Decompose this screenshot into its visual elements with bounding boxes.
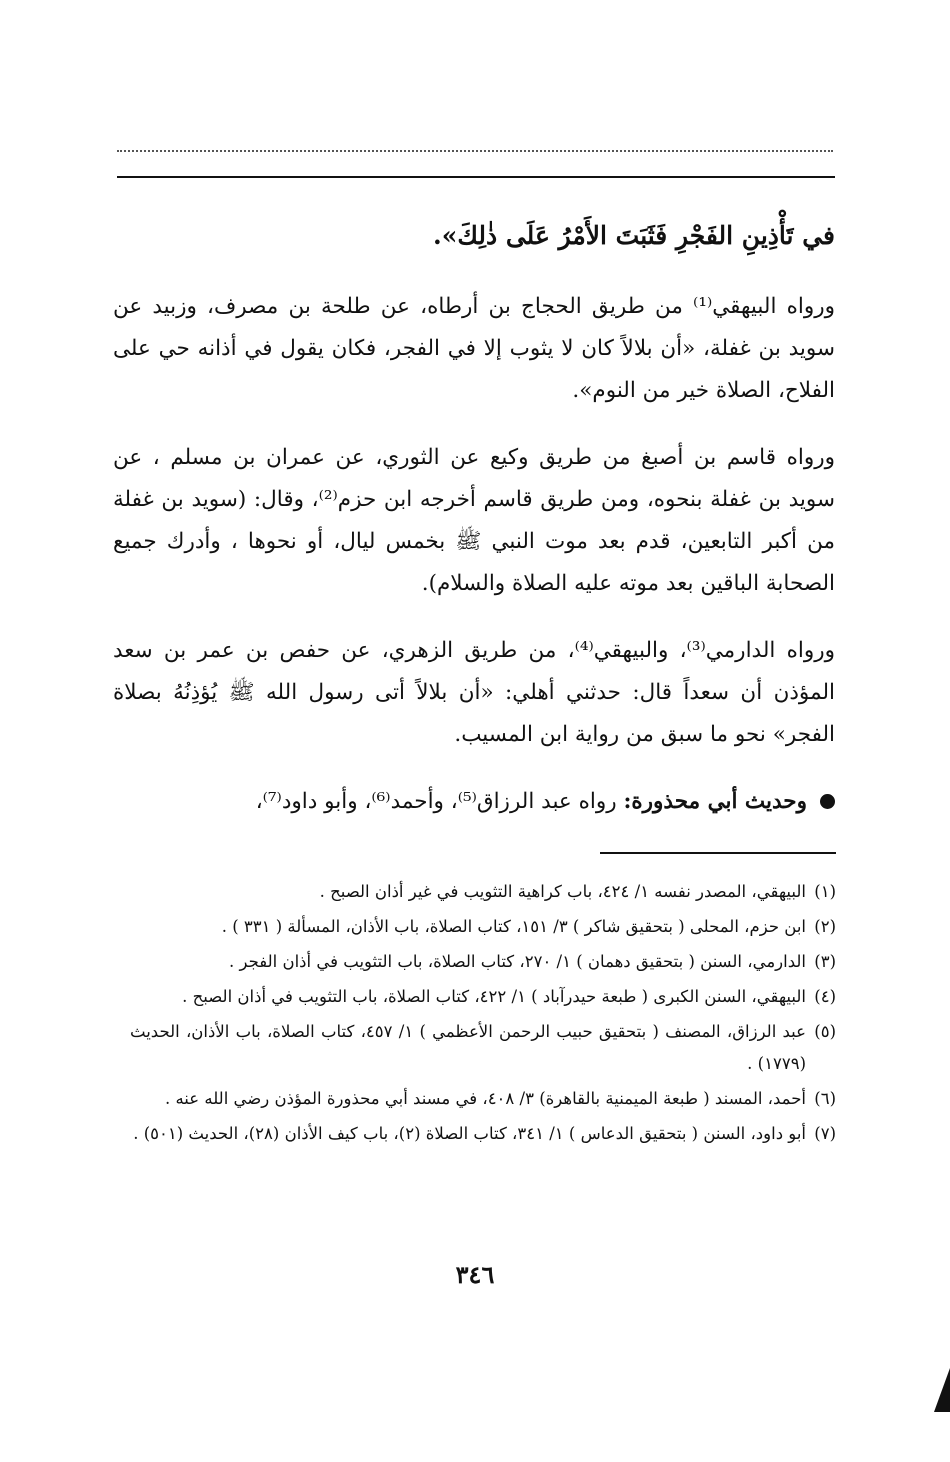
header-rule: [117, 176, 835, 178]
footnote-number: (٣): [814, 952, 836, 971]
footnote-7: [130, 1118, 836, 1150]
footnote-2: [130, 911, 836, 943]
footnote-number: (٤): [814, 987, 836, 1006]
bullet-text: رواه عبد الرزاق⁽⁵⁾، وأحمد⁽⁶⁾، وأبو داود⁽⁷⁾،: [255, 789, 624, 814]
footnote-6: [130, 1083, 836, 1115]
bullet-paragraph: [113, 781, 835, 823]
footnote-text: عبد الرزاق، المصنف ( بتحقيق حبيب الرحمن الأعظمي ) ١/ ٤٥٧، كتاب الصلاة، باب الأذان، الحديث (١٧٧٩) .: [130, 1022, 807, 1073]
footnote-rule: [600, 852, 836, 854]
footnote-5: [130, 1016, 836, 1080]
footnote-text: الدارمي، السنن ( بتحقيق دهمان ) ١/ ٢٧٠، كتاب الصلاة، باب التثويب في أذان الفجر .: [229, 952, 806, 971]
paragraph-qasim: ورواه قاسم بن أصبغ من طريق وكيع عن الثوري، عن عمران بن مسلم ، عن سويد بن غفلة بنحوه، ومن طريق قاسم أخرجه ابن حزم⁽²⁾، وقال: (سويد بن غفلة من أكبر التابعين، قدم بعد موت النبي ﷺ بخمس ليال، أو نحوها ، وأدرك جميع الصحابة الباقين بعد موته عليه الصلاة والسلام).: [113, 445, 836, 596]
footnote-1: [130, 876, 836, 908]
paragraph-darimi: ورواه الدارمي⁽³⁾، والبيهقي⁽⁴⁾، من طريق الزهري، عن حفص بن عمر بن سعد المؤذن أن سعداً قال: حدثني أهلي: «أن بلالاً أتى رسول الله ﷺ يُؤذِنُهُ بصلاة الفجر» نحو ما سبق من رواية ابن المسيب.: [113, 638, 835, 747]
bullet-title: وحديث أبي محذورة:: [623, 789, 807, 814]
scan-corner-mark: [934, 1368, 950, 1412]
footnote-number: (٢): [814, 917, 836, 936]
footnote-4: [130, 981, 836, 1013]
footnote-text: البيهقي، المصدر نفسه ١/ ٤٢٤، باب كراهية التثويب في غير أذان الصبح .: [319, 882, 806, 901]
header-dotted-rule: [117, 150, 833, 152]
footnote-text: أبو داود، السنن ( بتحقيق الدعاس ) ١/ ٣٤١، كتاب الصلاة (٢)، باب كيف الأذان (٢٨)، الحديث (٥٠١) .: [133, 1124, 806, 1143]
footnote-text: أحمد، المسند ( طبعة الميمنية بالقاهرة) ٣/ ٤٠٨، في مسند أبي محذورة المؤذن رضي الله عنه .: [164, 1089, 806, 1108]
footnote-number: (٧): [814, 1124, 836, 1143]
verse-continuation: في تَأْذِينِ الفَجْرِ فَثَبَتَ الأَمْرُ عَلَى ذٰلِكَ».: [432, 221, 835, 250]
footnote-number: (١): [814, 882, 836, 901]
footnote-text: ابن حزم، المحلى ( بتحقيق شاكر ) ٣/ ١٥١، كتاب الصلاة، باب الأذان، المسألة ( ٣٣١ ) .: [221, 917, 806, 936]
paragraph-bayhaqi: ورواه البيهقي⁽¹⁾ من طريق الحجاج بن أرطاه، عن طلحة بن مصرف، وزبيد عن سويد بن غفلة، «أن بلالاً كان لا يثوب إلا في الفجر، فكان يقول في أذانه حي على الفلاح، الصلاة خير من النوم».: [113, 294, 835, 403]
footnotes: [130, 876, 836, 1153]
footnote-3: [130, 946, 836, 978]
page-number: ٣٤٦: [455, 1260, 495, 1289]
footnote-number: (٥): [814, 1022, 836, 1041]
bullet-dot-icon: [820, 794, 835, 809]
footnote-number: (٦): [814, 1089, 836, 1108]
main-text: [113, 208, 835, 823]
footnote-text: البيهقي، السنن الكبرى ( طبعة حيدرآباد ) ١/ ٤٢٢، كتاب الصلاة، باب التثويب في أذان الصبح .: [182, 987, 806, 1006]
